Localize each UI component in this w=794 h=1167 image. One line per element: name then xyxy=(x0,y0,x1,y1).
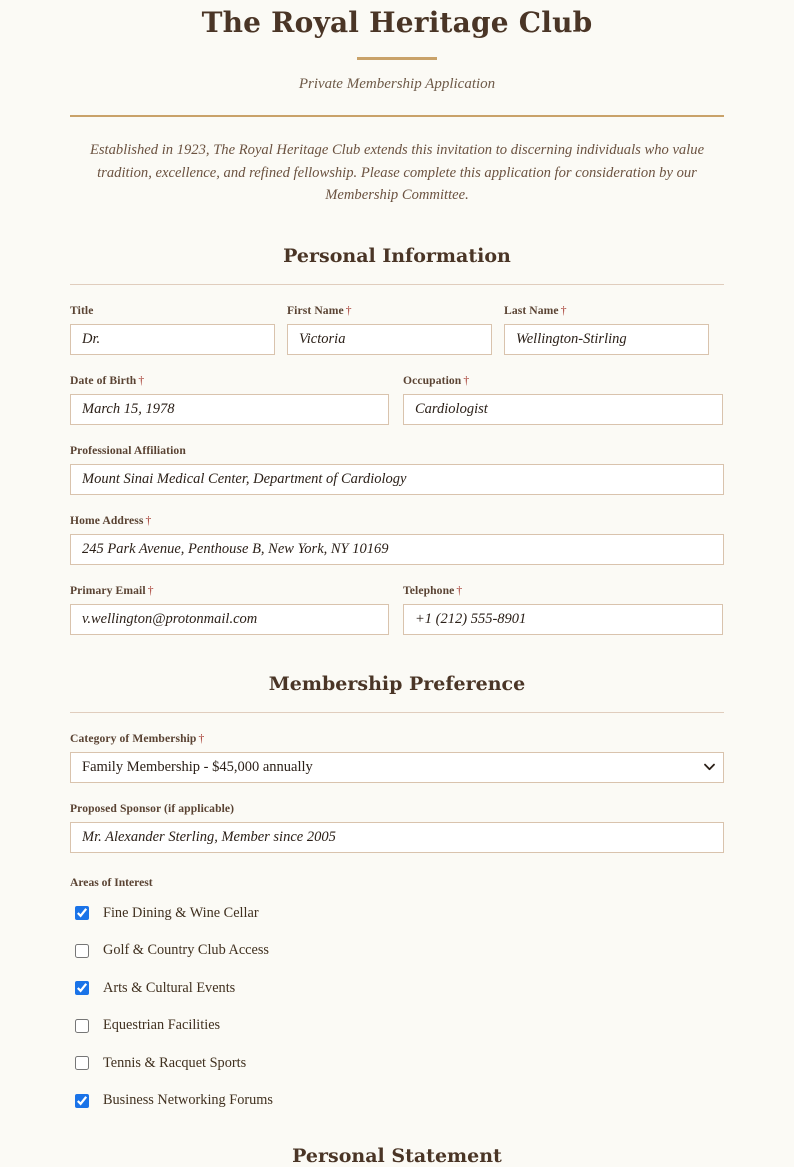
label-title-text: Title xyxy=(70,303,94,317)
home-address-input[interactable] xyxy=(70,534,724,565)
sponsor-row xyxy=(70,802,724,853)
label-category-of-membership xyxy=(70,732,724,745)
name-row xyxy=(70,304,724,355)
field-category-of-membership xyxy=(70,732,724,783)
telephone-input[interactable] xyxy=(403,604,723,635)
title-accent-bar xyxy=(357,57,437,60)
label-primary-email-text: Primary Email xyxy=(70,583,146,597)
checkbox-tennis-racquet-sports[interactable] xyxy=(75,1056,89,1070)
checkbox-arts-cultural-events[interactable] xyxy=(75,981,89,995)
contact-row xyxy=(70,584,724,635)
label-date-of-birth-text: Date of Birth xyxy=(70,373,137,387)
required-marker: † xyxy=(560,303,567,317)
first-name-input[interactable] xyxy=(287,324,492,355)
spacer xyxy=(492,304,504,355)
primary-email-input[interactable] xyxy=(70,604,389,635)
category-of-membership-select[interactable] xyxy=(70,752,724,783)
field-last-name xyxy=(504,304,709,355)
section-heading-membership-preference: Membership Preference xyxy=(268,672,526,695)
page-subtitle: Private Membership Application xyxy=(298,76,496,92)
section-heading-personal-information: Personal Information xyxy=(283,244,511,267)
label-proposed-sponsor xyxy=(70,802,724,815)
label-occupation-text: Occupation xyxy=(403,373,462,387)
required-marker: † xyxy=(456,583,463,597)
checkbox-fine-dining-wine-cellar[interactable] xyxy=(75,906,89,920)
field-date-of-birth xyxy=(70,374,389,425)
list-item-label: Fine Dining & Wine Cellar xyxy=(103,904,259,921)
label-first-name xyxy=(287,304,492,317)
label-last-name xyxy=(504,304,709,317)
list-item-label: Equestrian Facilities xyxy=(103,1017,221,1034)
list-item[interactable] xyxy=(70,1013,724,1038)
professional-affiliation-input[interactable] xyxy=(70,464,724,495)
list-item[interactable] xyxy=(70,901,724,926)
list-item[interactable] xyxy=(70,938,724,963)
label-date-of-birth xyxy=(70,374,389,387)
field-telephone xyxy=(403,584,723,635)
list-item-label: Arts & Cultural Events xyxy=(103,979,236,996)
date-of-birth-input[interactable] xyxy=(70,394,389,425)
category-select-wrapper xyxy=(70,752,724,783)
affiliation-row xyxy=(70,444,724,495)
list-item-label: Tennis & Racquet Sports xyxy=(103,1054,247,1071)
list-item[interactable] xyxy=(70,1051,724,1076)
list-item-label: Business Networking Forums xyxy=(103,1092,273,1109)
section-divider-personal-information xyxy=(70,284,724,285)
field-proposed-sponsor xyxy=(70,802,724,853)
label-last-name-text: Last Name xyxy=(504,303,559,317)
label-category-of-membership-text: Category of Membership xyxy=(70,731,197,745)
header-divider xyxy=(70,115,724,117)
label-telephone-text: Telephone xyxy=(403,583,455,597)
required-marker: † xyxy=(145,513,152,527)
address-row xyxy=(70,514,724,565)
required-marker: † xyxy=(345,303,352,317)
areas-of-interest-list xyxy=(70,901,724,1114)
masthead xyxy=(70,0,724,93)
spacer xyxy=(389,584,403,635)
required-marker: † xyxy=(138,373,145,387)
label-areas-of-interest: Areas of Interest xyxy=(70,875,153,889)
label-home-address xyxy=(70,514,724,527)
list-item[interactable] xyxy=(70,976,724,1001)
label-proposed-sponsor-text: Proposed Sponsor (if applicable) xyxy=(70,801,235,815)
section-divider-membership-preference xyxy=(70,712,724,713)
label-primary-email xyxy=(70,584,389,597)
field-first-name xyxy=(287,304,492,355)
label-home-address-text: Home Address xyxy=(70,513,144,527)
title-input[interactable] xyxy=(70,324,275,355)
required-marker: † xyxy=(147,583,154,597)
list-item[interactable] xyxy=(70,1088,724,1113)
intro-paragraph: Established in 1923, The Royal Heritage Club extends this invitation to discerning individuals who value tradition, excellence, and refined fellowship. Please complete this application for consideration by our Membership Committee. xyxy=(89,142,705,204)
label-professional-affiliation-text: Professional Affiliation xyxy=(70,443,186,457)
section-heading-personal-statement: Personal Statement xyxy=(292,1145,502,1167)
field-home-address xyxy=(70,514,724,565)
checkbox-business-networking-forums[interactable] xyxy=(75,1094,89,1108)
spacer xyxy=(389,374,403,425)
occupation-input[interactable] xyxy=(403,394,723,425)
label-first-name-text: First Name xyxy=(287,303,344,317)
spacer xyxy=(275,304,287,355)
label-telephone xyxy=(403,584,723,597)
proposed-sponsor-input[interactable] xyxy=(70,822,724,853)
last-name-input[interactable] xyxy=(504,324,709,355)
label-professional-affiliation xyxy=(70,444,724,457)
dob-occupation-row xyxy=(70,374,724,425)
required-marker: † xyxy=(198,731,205,745)
field-occupation xyxy=(403,374,723,425)
list-item-label: Golf & Country Club Access xyxy=(103,942,269,959)
label-title xyxy=(70,304,275,317)
category-row xyxy=(70,732,724,783)
label-occupation xyxy=(403,374,723,387)
checkbox-equestrian-facilities[interactable] xyxy=(75,1019,89,1033)
required-marker: † xyxy=(463,373,470,387)
checkbox-golf-country-club-access[interactable] xyxy=(75,944,89,958)
field-professional-affiliation xyxy=(70,444,724,495)
page-title: The Royal Heritage Club xyxy=(201,6,593,39)
field-title xyxy=(70,304,275,355)
field-primary-email xyxy=(70,584,389,635)
